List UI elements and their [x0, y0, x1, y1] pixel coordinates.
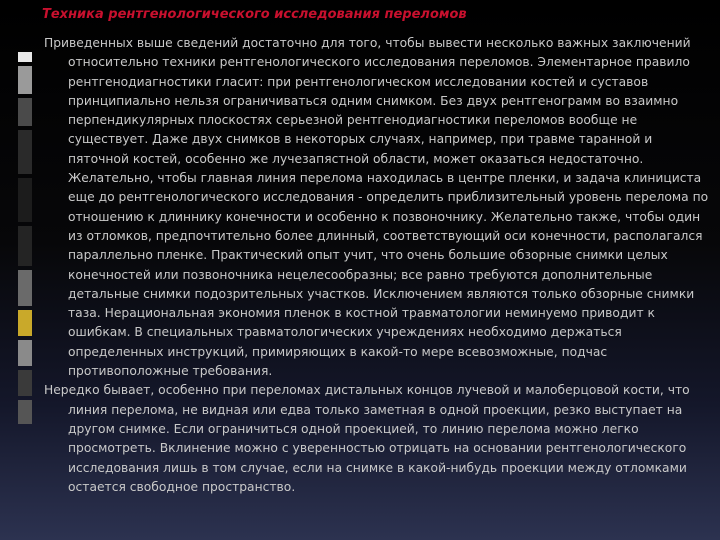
decorative-block: [18, 130, 32, 174]
decorative-block: [18, 310, 32, 336]
decorative-block: [18, 270, 32, 306]
decorative-block: [18, 226, 32, 266]
paragraph-2: Нередко бывает, особенно при переломах дистальных концов лучевой и малоберцовой кости, что линия перелома, не видная или едва только заметная в одной проекции, резко выступает на другом снимке. Если ограничиться одной проекцией, то линию перелома можно легко просмотреть. Вклинение можно с уверенностью отрицать на основании рентгенологического исследования лишь в том случае, если на снимке в какой-нибудь проекции между отломками остается свободное пространство.: [44, 383, 690, 494]
decorative-block: [18, 66, 32, 94]
decorative-block: [18, 340, 32, 366]
decorative-block: [18, 98, 32, 126]
decorative-block: [18, 52, 32, 62]
decorative-block: [18, 370, 32, 396]
decorative-bar: [18, 52, 32, 428]
slide-body: [44, 34, 712, 497]
decorative-block: [18, 400, 32, 424]
slide-title: Техника рентгенологического исследования переломов: [42, 7, 467, 22]
paragraph-1: Приведенных выше сведений достаточно для того, чтобы вывести несколько важных заключений относительно техники рентгенологического исследования переломов. Элементарное правило рентгенодиагностики гласит: при рентгенологическом исследовании костей и суставов принципиально нельзя ограничиваться одним снимком. Без двух рентгенограмм во взаимно перпендикулярных плоскостях серьезной рентгенодиагностики переломов вообще не существует. Даже двух снимков в некоторых случаях, например, при травме таранной и пяточной костей, особенно же лучезапястной области, может оказаться недостаточно. Желательно, чтобы главная линия перелома находилась в центре пленки, и задача клинициста еще до рентгенологического исследования - определить приблизительный уровень перелома по отношению к длиннику конечности и особенно к позвоночнику. Желательно также, чтобы один из отломков, предпочтительно более длинный, соответствующий оси конечности, располагался параллельно пленке. Практический опыт учит, что очень большие обзорные снимки целых конечностей или позвоночника нецелесообразны; все равно требуются дополнительные детальные снимки подозрительных участков. Исключением являются только обзорные снимки таза. Нерациональная экономия пленок в костной травматологии неминуемо приводит к ошибкам. В специальных травматологических учреждениях необходимо держаться определенных инструкций, примиряющих в какой-то мере всевозможные, подчас противоположные требования.: [44, 36, 709, 379]
decorative-block: [18, 178, 32, 222]
